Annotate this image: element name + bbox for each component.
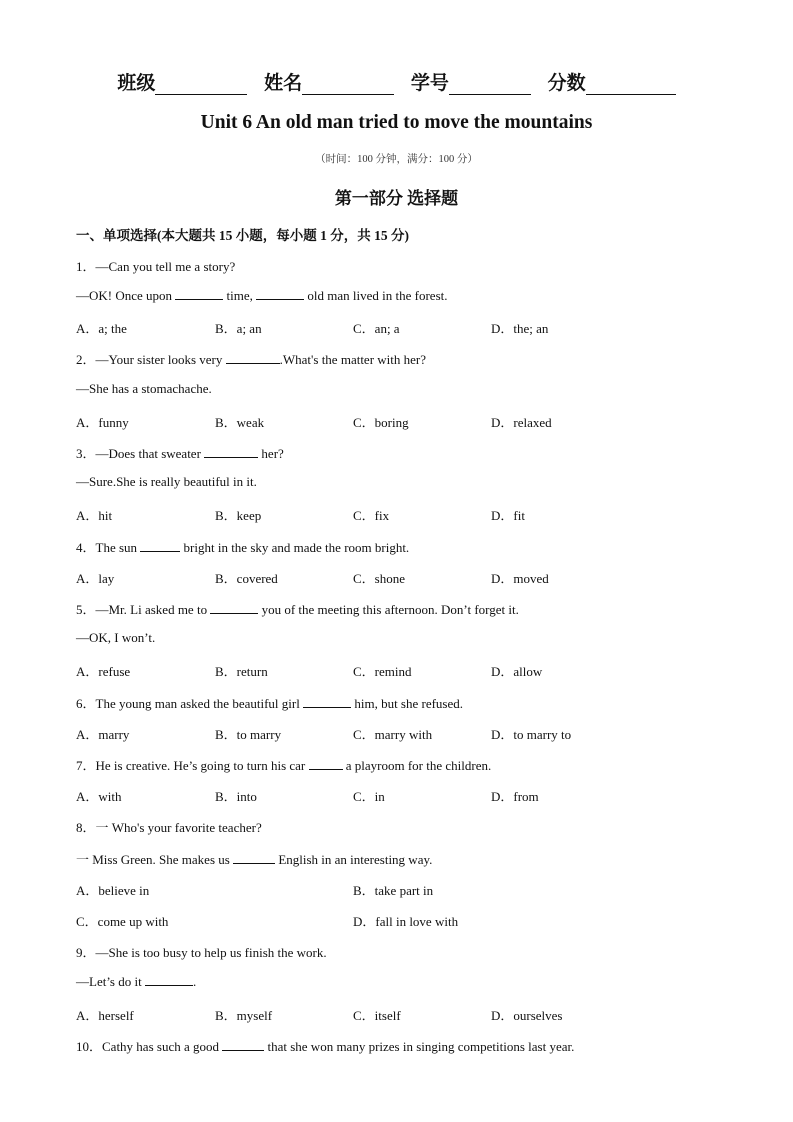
question-3-prompt: 3．—Does that sweater her? [76,446,284,461]
option-d[interactable]: D．ourselves [491,1008,563,1023]
answer-blank [303,695,351,708]
option-a[interactable]: A．marry [76,727,130,742]
name-field: 姓名 [264,68,394,95]
option-c[interactable]: C．remind [353,664,412,679]
question-9-options [76,1005,716,1023]
option-a[interactable]: A．refuse [76,664,131,679]
option-c[interactable]: C．marry with [353,727,433,742]
option-a[interactable]: A．with [76,789,122,804]
answer-blank [222,1038,264,1051]
option-a[interactable]: A．hit [76,508,113,523]
question-5-prompt: 5．—Mr. Li asked me to you of the meeting this afternoon. Don’t forget it. [76,602,519,617]
question-9-reply: —Let’s do it . [76,974,197,989]
option-c[interactable]: C．fix [353,508,390,523]
answer-blank [210,601,258,614]
option-d[interactable]: D．fit [491,508,525,523]
option-d[interactable]: D．relaxed [491,415,552,430]
option-b[interactable]: B．covered [215,571,278,586]
question-8-reply: 一 Miss Green. She makes us English in an interesting way. [76,852,433,867]
option-d[interactable]: D．moved [491,571,549,586]
question-2-prompt: 2．—Your sister looks very .What's the matter with her? [76,352,427,367]
question-7-prompt: 7．He is creative. He’s going to turn his car a playroom for the children. [76,758,492,773]
option-b[interactable]: B．a; an [215,321,262,336]
option-a[interactable]: A．believe in [76,883,150,898]
time-score-note: （时间：100 分钟，满分：100 分） [315,154,478,165]
option-a[interactable]: A．herself [76,1008,134,1023]
question-4-prompt: 4．The sun bright in the sky and made the room bright. [76,540,410,555]
option-c[interactable]: C．an; a [353,321,400,336]
option-b[interactable]: B．return [215,664,268,679]
answer-blank [145,973,193,986]
question-1-reply: —OK! Once upon time, old man lived in the forest. [76,288,448,303]
class-blank[interactable] [155,76,247,95]
question-9-prompt: 9．—She is too busy to help us finish the work. [76,945,327,960]
option-b[interactable]: B．to marry [215,727,282,742]
answer-blank [204,445,258,458]
section-title: 第一部分 选择题 [334,189,459,208]
student-info-line [0,68,793,95]
question-1-prompt: 1．—Can you tell me a story? [76,259,236,274]
question-6-prompt: 6．The young man asked the beautiful girl him, but she refused. [76,696,464,711]
option-a[interactable]: A．lay [76,571,115,586]
question-5-options [76,661,716,679]
option-c[interactable]: C．itself [353,1008,401,1023]
option-c[interactable]: C．in [353,789,385,804]
option-d[interactable]: D．the; an [491,321,549,336]
question-8-options-row-1 [76,880,716,898]
option-b[interactable]: B．myself [215,1008,273,1023]
option-d[interactable]: D．from [491,789,539,804]
answer-blank [256,287,304,300]
answer-blank [309,757,343,770]
answer-blank [233,851,275,864]
option-a[interactable]: A．funny [76,415,129,430]
answer-blank [226,351,280,364]
question-1-options [76,318,716,336]
question-8-options-row-2 [76,911,716,929]
option-d[interactable]: D．fall in love with [353,914,459,929]
option-c[interactable]: C．come up with [76,914,169,929]
option-a[interactable]: A．a; the [76,321,127,336]
name-blank[interactable] [302,76,394,95]
question-6-options [76,724,716,742]
score-field: 分数 [548,68,676,95]
option-b[interactable]: B．take part in [353,883,434,898]
option-c[interactable]: C．boring [353,415,409,430]
option-b[interactable]: B．into [215,789,257,804]
class-field: 班级 [117,68,247,95]
question-2-options [76,412,716,430]
score-blank[interactable] [586,76,676,95]
question-8-prompt: 8．一 Who's your favorite teacher? [76,820,262,835]
option-d[interactable]: D．to marry to [491,727,572,742]
student-id-blank[interactable] [449,76,531,95]
question-5-reply: —OK, I won’t. [76,630,156,645]
option-b[interactable]: B．keep [215,508,262,523]
page-title: Unit 6 An old man tried to move the mountains [200,112,593,133]
question-7-options [76,786,716,804]
question-3-options [76,505,716,523]
option-d[interactable]: D．allow [491,664,543,679]
question-10-prompt: 10．Cathy has such a good that she won many prizes in singing competitions last year. [76,1039,575,1054]
option-c[interactable]: C．shone [353,571,406,586]
part-title: 一、单项选择(本大题共 15 小题，每小题 1 分，共 15 分) [76,228,409,243]
question-2-reply: —She has a stomachache. [76,381,212,396]
answer-blank [175,287,223,300]
student-id-field: 学号 [411,68,531,95]
answer-blank [140,539,180,552]
option-b[interactable]: B．weak [215,415,265,430]
question-4-options [76,568,716,586]
question-3-reply: —Sure.She is really beautiful in it. [76,474,257,489]
